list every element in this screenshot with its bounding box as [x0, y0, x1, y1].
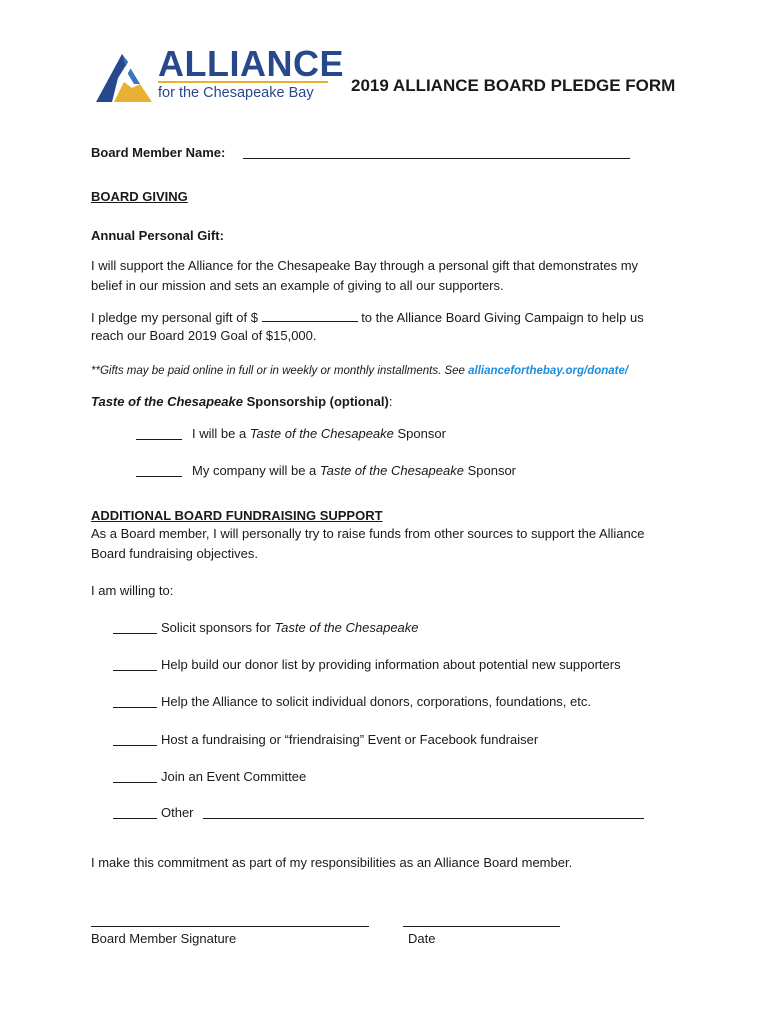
other-text-field[interactable] — [203, 818, 644, 819]
item1-label — [161, 618, 419, 638]
additional-paragraph-line1: As a Board member, I will personally try to raise funds from other sources to support the Alliance — [91, 526, 645, 541]
item4-field[interactable] — [113, 745, 157, 746]
gift-paragraph-line1: I will support the Alliance for the Chesapeake Bay through a personal gift that demonstrates my — [91, 258, 639, 273]
additional-support-heading: ADDITIONAL BOARD FUNDRAISING SUPPORT — [91, 508, 383, 523]
item6-field[interactable] — [113, 818, 157, 819]
payment-note-text: **Gifts may be paid online in full or in weekly or monthly installments. See — [91, 365, 469, 377]
taste-heading-italic: Taste of the Chesapeake — [91, 394, 243, 409]
taste-heading-colon: : — [388, 394, 393, 409]
donate-link[interactable]: allianceforthebay.org/donate/ — [468, 365, 629, 377]
taste-option1-prefix: I will be a — [192, 426, 250, 441]
taste-option2-prefix: My company will be a — [192, 463, 320, 478]
annual-gift-label: Annual Personal Gift: — [91, 228, 224, 243]
gift-paragraph-line2: belief in our mission and sets an example of giving to all our supporters. — [91, 278, 504, 293]
item6-label: Other — [161, 805, 194, 820]
item3-field[interactable] — [113, 707, 157, 708]
signature-field[interactable] — [91, 926, 369, 927]
item1-prefix: Solicit sponsors for — [161, 620, 275, 635]
item4-label: Host a fundraising or “friendraising” Event or Facebook fundraiser — [161, 732, 539, 747]
logo-name: ALLIANCE — [158, 43, 344, 84]
taste-option1-italic: Taste of the Chesapeake — [249, 426, 394, 441]
item2-label: Help build our donor list by providing information about potential new supporters — [161, 657, 621, 672]
item1-field[interactable] — [113, 633, 157, 634]
board-member-name-field[interactable] — [243, 158, 630, 159]
logo-divider — [158, 81, 328, 83]
pledge-sentence — [91, 308, 644, 328]
logo-tagline: for the Chesapeake Bay — [158, 85, 314, 101]
item3-label: Help the Alliance to solicit individual donors, corporations, foundations, etc. — [161, 694, 591, 709]
taste-option2-field[interactable] — [136, 476, 182, 477]
pledge-line2: reach our Board 2019 Goal of $15,000. — [91, 328, 317, 343]
date-field[interactable] — [403, 926, 560, 927]
commitment-statement: I make this commitment as part of my responsibilities as an Alliance Board member. — [91, 855, 573, 870]
signature-label: Board Member Signature — [91, 931, 237, 946]
willing-label: I am willing to: — [91, 583, 174, 598]
taste-option2 — [192, 461, 516, 481]
additional-paragraph-line2: Board fundraising objectives. — [91, 546, 258, 561]
taste-option2-suffix: Sponsor — [463, 463, 517, 478]
alliance-logo — [94, 43, 344, 106]
pledge-suffix: to the Alliance Board Giving Campaign to help us — [361, 310, 644, 325]
taste-heading-rest: Sponsorship (optional) — [242, 394, 389, 409]
taste-option1 — [192, 424, 446, 444]
mountain-logo-icon — [94, 48, 164, 106]
date-label: Date — [408, 931, 436, 946]
taste-option1-field[interactable] — [136, 439, 182, 440]
board-giving-heading: BOARD GIVING — [91, 189, 188, 204]
taste-sponsorship-heading — [91, 392, 392, 412]
taste-option2-italic: Taste of the Chesapeake — [319, 463, 464, 478]
pledge-prefix: I pledge my personal gift of $ — [91, 310, 258, 325]
pledge-amount-field[interactable] — [262, 308, 358, 322]
taste-option1-suffix: Sponsor — [393, 426, 446, 441]
form-title: 2019 ALLIANCE BOARD PLEDGE FORM — [351, 76, 676, 95]
item5-field[interactable] — [113, 782, 157, 783]
payment-note — [91, 362, 628, 380]
board-member-name-label: Board Member Name: — [91, 145, 226, 160]
item2-field[interactable] — [113, 670, 157, 671]
item5-label: Join an Event Committee — [161, 769, 307, 784]
item1-italic: Taste of the Chesapeake — [274, 620, 419, 635]
